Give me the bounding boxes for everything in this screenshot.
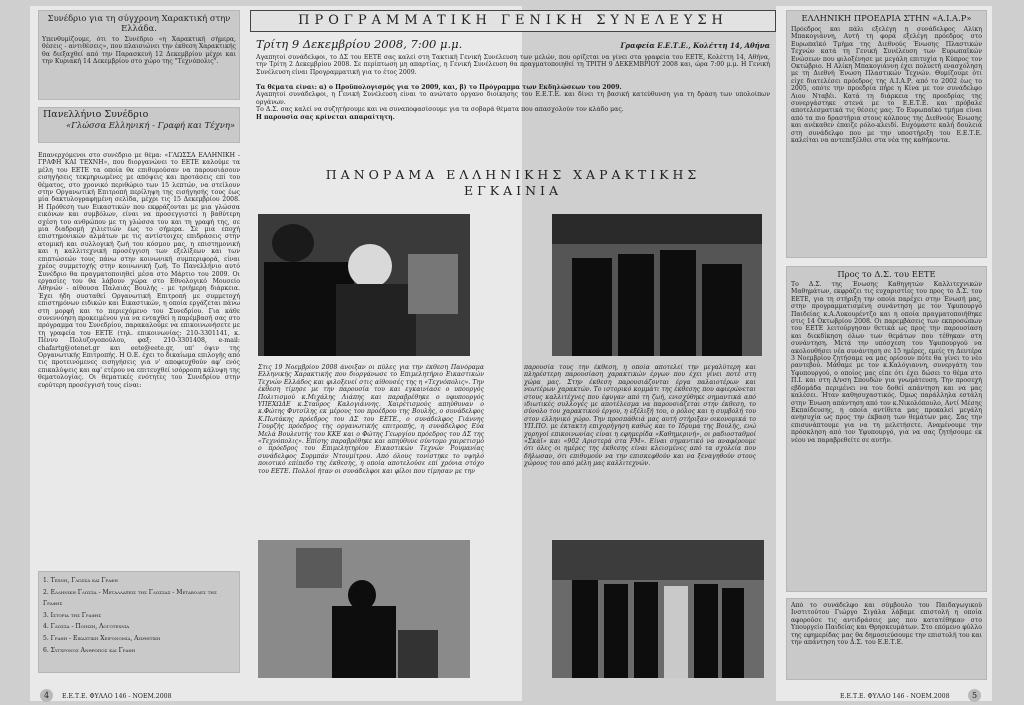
article-title: Πανελλήνιο Συνέδριο [43,109,149,120]
sidebar-box-note [786,598,987,680]
box-title: ΕΛΛΗΝΙΚΗ ΠΡΟΕΔΡΙΑ ΣΤΗΝ «Α.Ι.Α.Ρ» [801,13,972,23]
assembly-text-2: Αγαπητοί συνάδελφοι, η Γενική Συνέλευση είναι το ανώτατο όργανο διοίκησης του Ε.Ε.Τ.Ε. και δίνει τη βασική κατεύθυνση για τη δράση των υπολοίπων οργάνων. [256,91,770,106]
assembly-text-3: Το Δ.Σ. σας καλεί να συζητήσουμε και να συναποφασίσουμε για τα σοβαρά θέματα που απασχολούν τον κλάδο μας. [256,106,624,114]
sidebar-box-letter [786,266,987,592]
panorama-subtitle: ΕΓΚΑΙΝΙΑ [463,183,562,198]
panorama-col-2: παρουσία τους την έκθεση, η οποία αποτελεί την μεγαλύτερη και πληρέστερη παρουσίαση χαρακτικών έργων που έχει γίνει ποτέ στη χώρα μας. Στην έκθεση παρουσιάζονται έργα παλαιοτέρων και νεωτέρων χαρακτών. Το ιστορικό κομμάτι της έκθεσης που αφιερώνεται στους καλλιτέχνες που έφυγαν από τη ζωή, ενισχύθηκε σημαντικά από ιδιωτικές συλλογές με αποτέλεσμα να παρουσιάζεται στην έκθεση, το σύνολο του χαρακτικού έργου, η εξέλιξή του, ο ρόλος και η συμβολή του στον ελληνικό χώρο. Την προσπάθειά μας αυτή στήριξαν οικονομικά το ΥΠ.ΠΟ. με έκτακτη επιχορήγηση καθώς και το Ίδρυμα της Βουλής, ενώ χορηγοί επικοινωνίας είναι η εφημερίδα «Καθημερινή», οι ραδιοσταθμοί «Σκάϊ» και «902 Αριστερά στα FM». Είναι σημαντικό να αναφέρουμε ότι όλες οι ημέρες της έκθεσης είναι κλεισμένες από τα σχολεία που δήλωσαν, ότι επιθυμούν να την επισκεφθούν και να ξεναγηθούν στους χώρους του από μέλη μας καλλιτεχνών. [524,364,756,468]
sidebar-box-conference [38,10,240,100]
photo-opening-1 [258,214,470,356]
topic-item: 6. Συγχρονος Ανθρωπος και Γραφη [43,646,136,654]
box-title: Προς το Δ.Σ. του ΕΕΤΕ [837,269,936,279]
assembly-date: Τρίτη 9 Δεκεμβρίου 2008, 7:00 μ.μ. [256,37,463,51]
box-title: Συνέδριο για τη σύγχρονη Χαρακτική στην Ελλάδα. [47,13,231,33]
box-text: Πρόεδρος και πάλι εξελέγη η συνάδελφος Αλίκη Μπακογιάννη, Αυτή τη φορά εξελέγη πρόεδρος στο Ευρωπαϊκό Τμήμα της Διεθνούς Ένωσης Πλαστικών Τεχνών κατά τη Γενική Συνέλευση των Ευρωπαϊκών Ενώσεων που φιλοξένησε με μεγάλη επιτυχία η Κύπρος τον Οκτώβριο. Η Αλίκη Μπακογιάννη έχει πολυετή ενασχόληση με τη Διεθνή Ένωση Πλαστικών Τεχνών. Θυμίζουμε ότι είχε διατελέσει πρόεδρος της Α.Ι.Α.Ρ. από το 2002 έως το 2005, οπότε την προεδρία πήρε η Κίνα με τον συνάδελφο Λιου Νταβέι. Κατά τη διάρκεια της προεδρίας της συνεργάστηκε στενά με το Ε.Ε.Τ.Ε. και πρόβαλε αποτελεσματικά τις θέσεις μας. Το Ευρωπαϊκό τμήμα είναι από τα πιο δραστήρια στους κόλπους της Διεθνούς Ένωσης και ανέκαθεν έπαιζε ρόλο-κλειδί. Ευχόμαστε καλή δουλειά στη συνάδελφο που με την υποστήριξη του Ε.Ε.Τ.Ε. καλείται να αντεπεξέλθει στα νέα της καθήκοντα. [791,26,982,145]
sidebar-conference-article [38,107,240,680]
box-text: Από το συνάδελφο και σύμβουλο του Παιδαγωγικού Ινστιτούτου Γιώργο Σιγάλα λάβαμε επιστολή η οποία αφορούσε τις αντιδράσεις μας που κατατέθηκαν στο Υπουργείο Παιδείας και Θρησκευμάτων. Στο επόμενο φύλλο της εφημερίδας μας θα δημοσιεύσουμε την επιστολή του και την απάντηση του Δ.Σ. του Ε.Ε.Τ.Ε. [791,602,982,647]
topic-item: 4. Γλωσσα - Ποιηση, Λογοτεχνια [43,623,130,631]
panorama-col-1: Στις 19 Νοεμβρίου 2008 άνοιξαν οι πύλες για την έκθεση Πανόραμα Ελληνικής Χαρακτικής που διοργάνωσε το Επιμελητήριο Εικαστικών Τεχνών Ελλάδος και φιλοξενεί στις αίθουσές της η «Τεχνόπολις». Την έκθεση τίμησε με την παρουσία του και εγκαινίασε ο υπουργός Πολιτισμού κ.Μιχάλης Λιάπης και παραβρέθηκε ο υφυπουργός ΥΠΕΧΩΔΕ κ.Σταύρος Καλογιάννης. Χαιρέτισμούς απηύθυναν ο κ.Φώτης Φυτσίλης εκ μέρους του προέδρου της Βουλής, ο συνάδελφος Κ.Πωτάκης πρόεδρος του ΔΣ του ΕΕΤΕ., ο συνάδελφος Γιάννης Γουρζής πρόεδρος της οργανωτικής επιτροπής, η συνάδελφος Εύα Μελά Βουλευτής του ΚΚΕ και ο Φώτης Γεωργίου πρόεδρος του ΔΣ της «Τεχνόπολις». Επίσης παραβρέθηκε και απηύθυνε σύντομο χαιρετισμό ο πρόεδρος του Επιμελητηρίου Εικαστικών Τεχνών Ρουμανίας συνάδελφος Συρμπάν Ντουμίτρου. Από όλους τονίστηκε το υψηλό ποιοτικό επίπεδο της έκθεσης, η οποία αποτελούσε επί χρόνια στόχο του ΕΕΤΕ. Πολλοί ήταν οι συνάδελφοι και φίλοι που τίμησαν με την [258,364,484,475]
photo-speaker [258,540,470,678]
photo-opening-2 [552,214,762,356]
assembly-notice [250,10,776,160]
assembly-topics: Τα θέματα είναι: α) ο Προϋπολογισμός για το 2009, και, β) το Πρόγραμμα των Εκδηλώσεων του 2009. [256,84,622,91]
panorama-header [250,167,776,207]
page-number-left: 4 [40,689,53,702]
photo-group [552,540,764,678]
box-text: Υπενθυμίζουμε, ότι το Συνέδριο «η Χαρακτική σήμερα, θέσεις - αντιθέσεις», που πλαισιώνει την έκθεση Χαρακτικής θα διεξαχθεί από την Παρασκευή 12 Δεκεμβρίου μέχρι και την Κυριακή 14 Δεκεμβρίου στο χώρο της "Τεχνόπολις". [42,36,236,66]
sidebar-box-presidency [786,10,987,258]
article-body: Επανερχόμενοι στο συνέδριο με θέμα: «ΓΛΩΣΣΑ ΕΛΛΗΝΙΚΗ - ΓΡΑΦΗ ΚΑΙ ΤΕΧΝΗ», που διοργανώνει το ΕΕΤΕ καλούμε τα μέλη του ΕΕΤΕ τα οποία θα επιθυμούσαν να παρουσιάσουν εισηγήσεις τεκμηριωμένες με απόψεις και προτάσεις επί του θέματος, στο χρονικό περιθώριο των 15 λεπτών, να στείλουν στην Οργανωτική Επιτροπή περίληψη της εισήγησής τους έως μία δακτυλογραφημένη σελίδα, μέχρι τις 15 Δεκεμβρίου 2008. Η Πρόθεση των Εικαστικών που εκφράζονται με μια γλώσσα εικόνων και συμβόλων, είναι να προσεγγιστεί η βαθύτερη σχέση του ανθρώπου με τη γλώσσα του και τη γραφή της, σε μια διαδρομή χιλιετιών έως το σήμερα. Σε μια εποχή επιστημονικών αλμάτων με τις αντίστοιχες επιδράσεις στην ατομική και συλλογική ζωή του κόσμου μας, η επιστημονική και η καλλιτεχνική προσέγγιση των εξελίξεων και των επιπτώσεών τους πάνω στην κοινωνική συμπεριφορά, είναι χρέος συμμετοχής στην κοινωνική ζωή. Το Πανελλήνιο αυτό Συνέδριο θα πραγματοποιηθεί μέσα στο Μάρτιο του 2009. Οι εργασίες του θα λάβουν χώρα στο Εθνολογικό Μουσείο Αθηνών - αίθουσα Παλαιάς Βουλής - με τριήμερη διάρκεια. Έχει ήδη συσταθεί Οργανωτική Επιτροπή με συμμετοχή επιστημόνων ειδικών και Εικαστικών, η οποία εργάζεται πάνω στη μορφή και το περιεχόμενο του Συνεδρίου. Για κάθε συνεννόηση προκειμένου για να ενταχθεί η παρέμβασή σας στο πρόγραμμα του Συνεδρίου, παρακαλούμε να επικοινωνήσετε με τη γραφεία του ΕΕΤΕ (τηλ. επικοινωνίας: 210-3301141, κ. Πέννυ Πολυζογοπούλου, φαξ: 210-3301408, e-mail: chafartg@otenet.gr και eete@eete.gr, υπ' όψιν της Οργανωτικής Επιτροπής. Η Ο.Ε. έχει το δικαίωμα επιλογής από τις προτεινόμενες εισηγήσεις για ν' αποφευχθούν αφ' ενός επικαλύψεις και αφ' ετέρου να επιτευχθεί ισόρροπη κάλυψη της θεματολογίας. Οι θεματικές ενότητες του Συνεδρίου στην ευρύτερη προσέγγισή τους είναι: [38,152,240,389]
folio-left: Ε.Ε.Τ.Ε. ΦΥΛΛΟ 146 - ΝΟΕΜ.2008 [62,693,172,700]
topic-item: 3. Ιστορια της Γραφης [43,611,102,619]
assembly-place: Γραφεία Ε.Ε.Τ.Ε., Κολέττη 14, Αθήνα [620,41,770,50]
topic-item: 2. Ελληνικη Γλωσσα - Μεταλλαξεις της Γλωσσας - Μεταβολες της Γραφης [43,588,217,608]
article-subtitle: «Γλώσσα Ελληνική - Γραφή και Τέχνη» [65,120,235,130]
page-number-right: 5 [968,689,981,702]
box-text: Το Δ.Σ. της Ένωσης Καθηγητών Καλλιτεχνικών Μαθημάτων, εκφράζει τις ευχαριστίες του προς το Δ.Σ. του ΕΕΤΕ, για τη στήριξη την οποία παρέχει στην Ένωσή μας, στην προγραμματισμένη συνάντηση με τον Υφυπουργό Παιδείας κ.Α.Λυκουρέντζο και η οποία πραγματοποιήθηκε στις 14 Οκτωβρίου 2008. Οι παρεμβάσεις των εκπροσώπων του ΕΕΤΕ λειτούργησαν θετικά ως προς την παρουσίαση και διεκδίκηση όλων των θεμάτων που τέθηκαν στη συνάντηση. Μετά την υπόσχεση του Υφυπουργού να ακολουθήσει νέα συνάντηση σε 15 ημέρες, εμείς τη Δευτέρα 3 Νοεμβρίου ζητήσαμε να μας ορίσουν πότε θα γίνει το νέο ραντεβού. Μάθαμε με τον κ.Καλόγιαννη, συνεργάτη του Υφυπουργού, ο οποίος μας είπε ότι έχει δώσει το θέμα στο Π.Ι. και στη Δ/νση Σπουδών για γνωμάτευση. Την προσεχή εβδομάδα περιμένει να του δοθεί απάντηση και να μας καλέσει. Ήταν καθησυχαστικός. Όμως παράλληλα εστάλη στην Ένωση απάντηση από τον κ.Νικολόπουλο, Αντί Μέσης Εκπαίδευσης, η οποία αντίθετα μας προκαλεί μεγάλη ανησυχία ως προς την έκβαση των θεμάτων μας. Σας την επισυνάπτουμε για να τη μελετήσετε. Αναμένουμε την πρόσκληση από τον Υφυπουργό, για να σας ζητήσουμε εκ νέου να παραβρεθείτε σε αυτήν. [791,281,982,444]
topics-list [38,571,240,673]
topic-item: 5. Γραφη - Εικαστικη Χειρονομια, Αισθητικη [43,634,161,642]
assembly-title: ΠΡΟΓΡΑΜΜΑΤΙΚΗ ΓΕΝΙΚΗ ΣΥΝΕΛΕΥΣΗ [298,13,728,28]
topic-item: 1. Τεχνη, Γλωσσα και Γραφη [43,577,118,584]
folio-right: Ε.Ε.Τ.Ε. ΦΥΛΛΟ 146 - ΝΟΕΜ.2008 [840,693,950,700]
assembly-closing: Η παρουσία σας κρίνεται απαραίτητη. [256,113,395,121]
assembly-text: Αγαπητοί συνάδελφοι, το ΔΣ του ΕΕΤΕ σας καλεί στη Τακτική Γενική Συνέλευση των μελών, που ορίζεται να γίνει στα γραφεία του ΕΕΤΕ, Κολέττη 14, Αθήνα, την Τρίτη 2 Δεκεμβρίου 2008. Σε περίπτωση μη απαρτίας, η Γενική Συνέλευση θα πραγματοποιηθεί τη ΤΡΙΤΗ 9 ΔΕΚΕΜΒΡΙΟΥ 2008 και, ώρα 7:00 μ.μ. Η Γενική Συνέλευση είναι Προγραμματική για το έτος 2009. [256,54,770,76]
panorama-title: ΠΑΝΟΡΑΜΑ ΕΛΛΗΝΙΚΗΣ ΧΑΡΑΚΤΙΚΗΣ [325,167,701,182]
